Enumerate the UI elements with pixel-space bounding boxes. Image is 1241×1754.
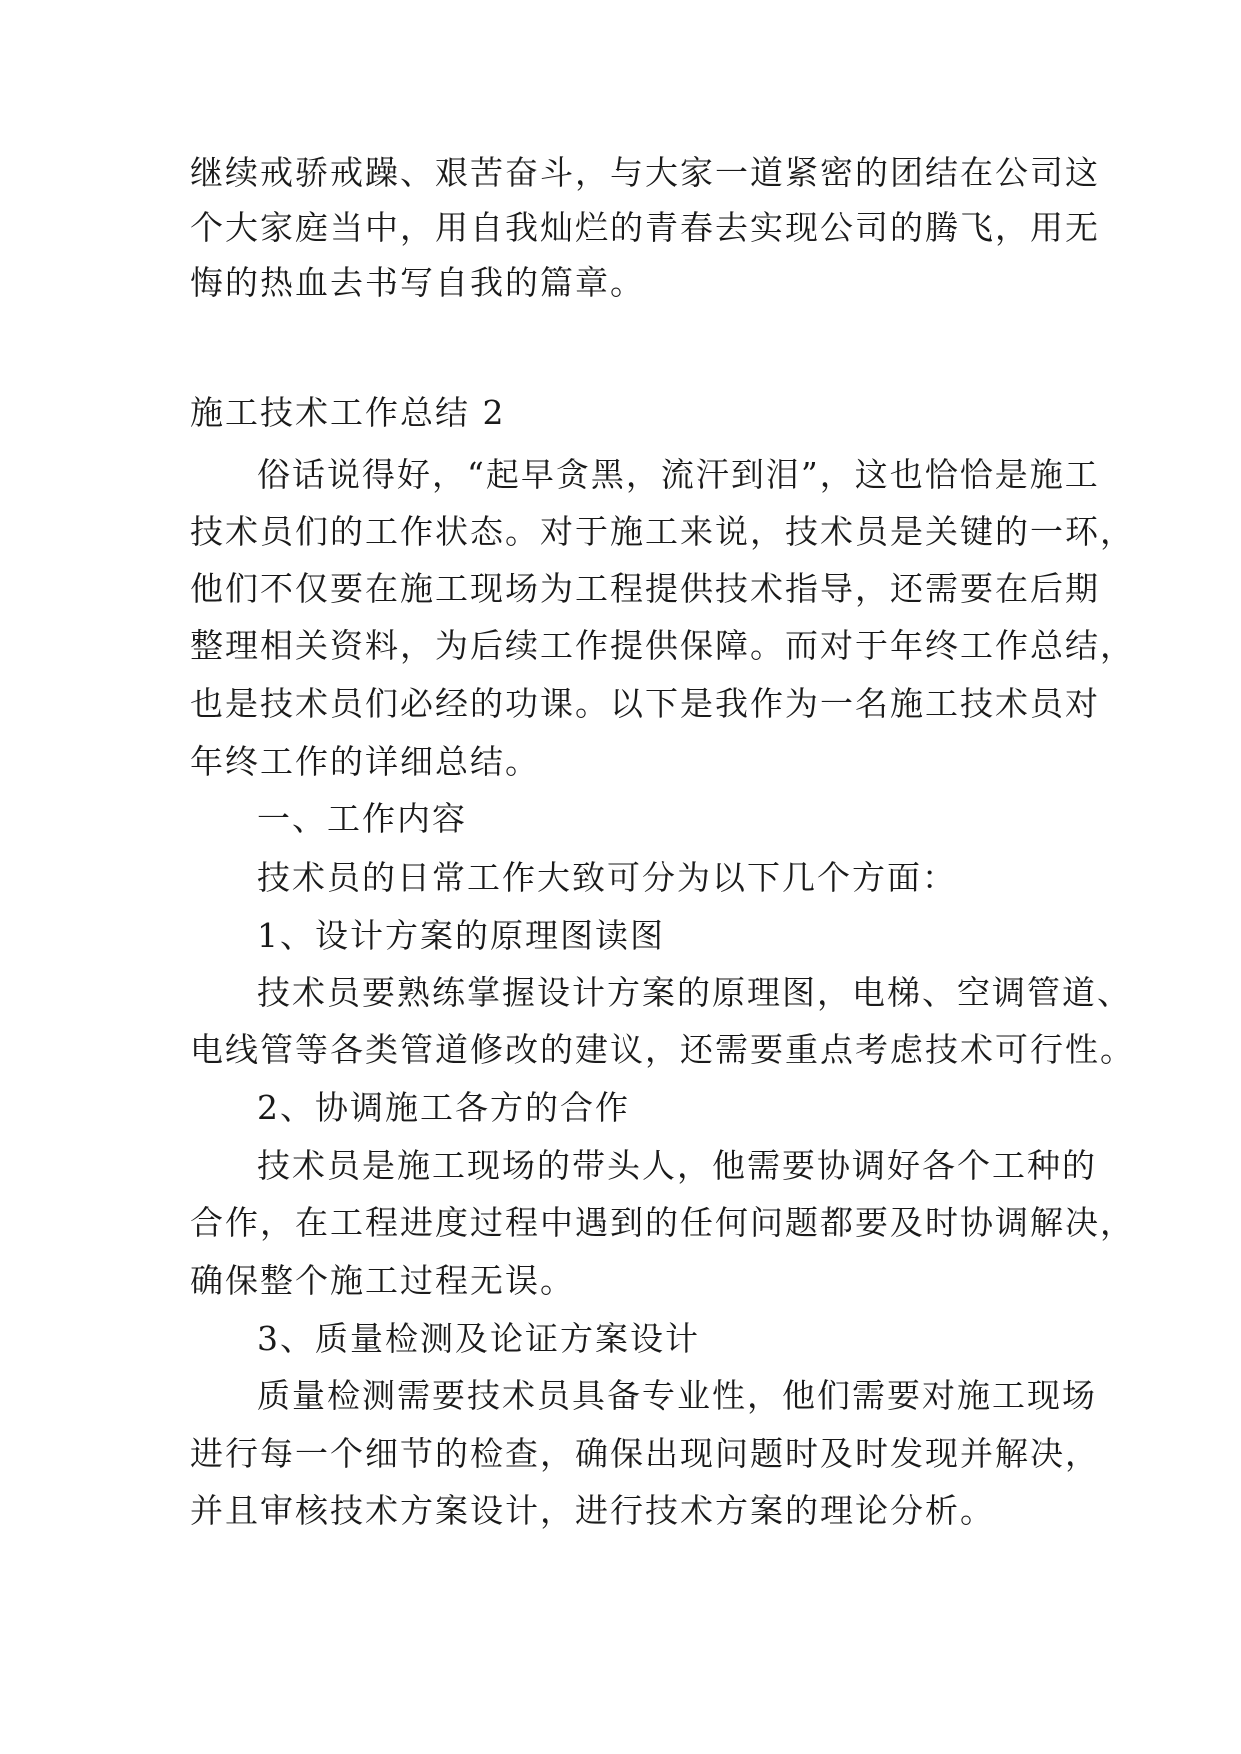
paragraph-line: 年终工作的详细总结。 — [190, 742, 540, 781]
paragraph-line: 俗话说得好，“起早贪黑，流汗到泪”，这也恰恰是施工 — [257, 455, 1100, 494]
paragraph-line: 并且审核技术方案设计，进行技术方案的理论分析。 — [190, 1491, 995, 1530]
paragraph-line: 合作，在工程进度过程中遇到的任何问题都要及时协调解决， — [190, 1203, 1135, 1242]
paragraph-line: 也是技术员们必经的功课。以下是我作为一名施工技术员对 — [190, 684, 1100, 723]
paragraph-line: 电线管等各类管道修改的建议，还需要重点考虑技术可行性。 — [190, 1030, 1135, 1069]
subsection-heading: 3、质量检测及论证方案设计 — [257, 1319, 700, 1358]
paragraph-line: 技术员要熟练掌握设计方案的原理图，电梯、空调管道、 — [257, 973, 1132, 1012]
section-heading: 一、工作内容 — [257, 799, 467, 838]
paragraph-line: 技术员的日常工作大致可分为以下几个方面： — [257, 858, 957, 897]
paragraph-line: 确保整个施工过程无误。 — [190, 1261, 575, 1300]
subsection-heading: 2、协调施工各方的合作 — [257, 1088, 630, 1127]
paragraph-line: 他们不仅要在施工现场为工程提供技术指导，还需要在后期 — [190, 569, 1100, 608]
subsection-heading: 1、设计方案的原理图读图 — [257, 916, 665, 955]
paragraph-line: 继续戒骄戒躁、艰苦奋斗，与大家一道紧密的团结在公司这 — [190, 153, 1100, 192]
paragraph-line: 质量检测需要技术员具备专业性，他们需要对施工现场 — [257, 1376, 1097, 1415]
paragraph-line: 个大家庭当中，用自我灿烂的青春去实现公司的腾飞，用无 — [190, 208, 1100, 247]
paragraph-line: 技术员是施工现场的带头人，他需要协调好各个工种的 — [257, 1146, 1097, 1185]
paragraph-line: 整理相关资料，为后续工作提供保障。而对于年终工作总结， — [190, 626, 1135, 665]
section-title: 施工技术工作总结 2 — [190, 393, 506, 432]
paragraph-line: 技术员们的工作状态。对于施工来说，技术员是关键的一环， — [190, 512, 1135, 551]
paragraph-line: 悔的热血去书写自我的篇章。 — [190, 263, 645, 302]
paragraph-line: 进行每一个细节的检查，确保出现问题时及时发现并解决， — [190, 1434, 1100, 1473]
